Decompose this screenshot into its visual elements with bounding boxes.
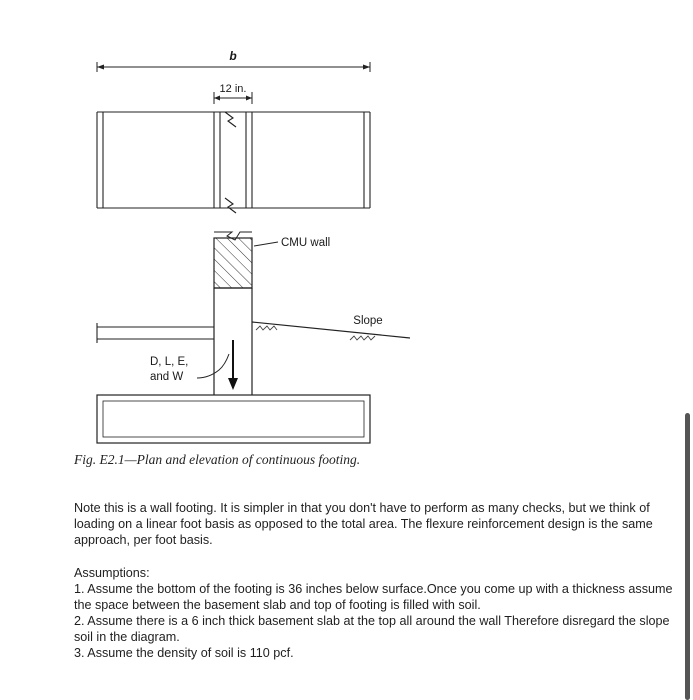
dimension-wall-thickness-label: 12 in. <box>219 83 247 95</box>
cmu-wall-label: CMU wall <box>281 237 331 249</box>
figure-caption: Fig. E2.1—Plan and elevation of continuous footing. <box>74 452 361 467</box>
load-arrow <box>197 340 238 390</box>
dimension-b-label: b <box>229 49 237 63</box>
note-paragraph: Note this is a wall footing. It is simpler in that you don't have to perform as many checks, but we think of loading on a linear foot basis as opposed to the total area. The flexure reinforcement design is the same approach, per foot basis. <box>74 501 653 547</box>
assumption-item-1: 1. Assume the bottom of the footing is 36 inches below surface.Once you come up with a thickness assume the space between the basement slab and top of footing is filled with soil. <box>74 582 673 612</box>
basement-slab <box>97 323 214 343</box>
cmu-block <box>214 232 252 288</box>
assumptions-section <box>74 565 674 661</box>
slope-label: Slope <box>353 315 383 327</box>
load-label-line1: D, L, E, <box>150 356 189 368</box>
assumptions-heading: Assumptions: <box>74 566 150 580</box>
assumption-item-2: 2. Assume there is a 6 inch thick basement slab at the top all around the wall Therefore disregard the slope soil in the diagram. <box>74 614 670 644</box>
dimension-b <box>97 62 370 72</box>
assumption-item-3: 3. Assume the density of soil is 110 pcf. <box>74 646 294 660</box>
slope-ground <box>252 322 410 340</box>
footing <box>97 395 370 443</box>
load-label-line2: and W <box>150 371 184 383</box>
scrollbar[interactable] <box>685 413 690 700</box>
plan-view <box>97 112 370 213</box>
cmu-leader <box>254 242 278 246</box>
